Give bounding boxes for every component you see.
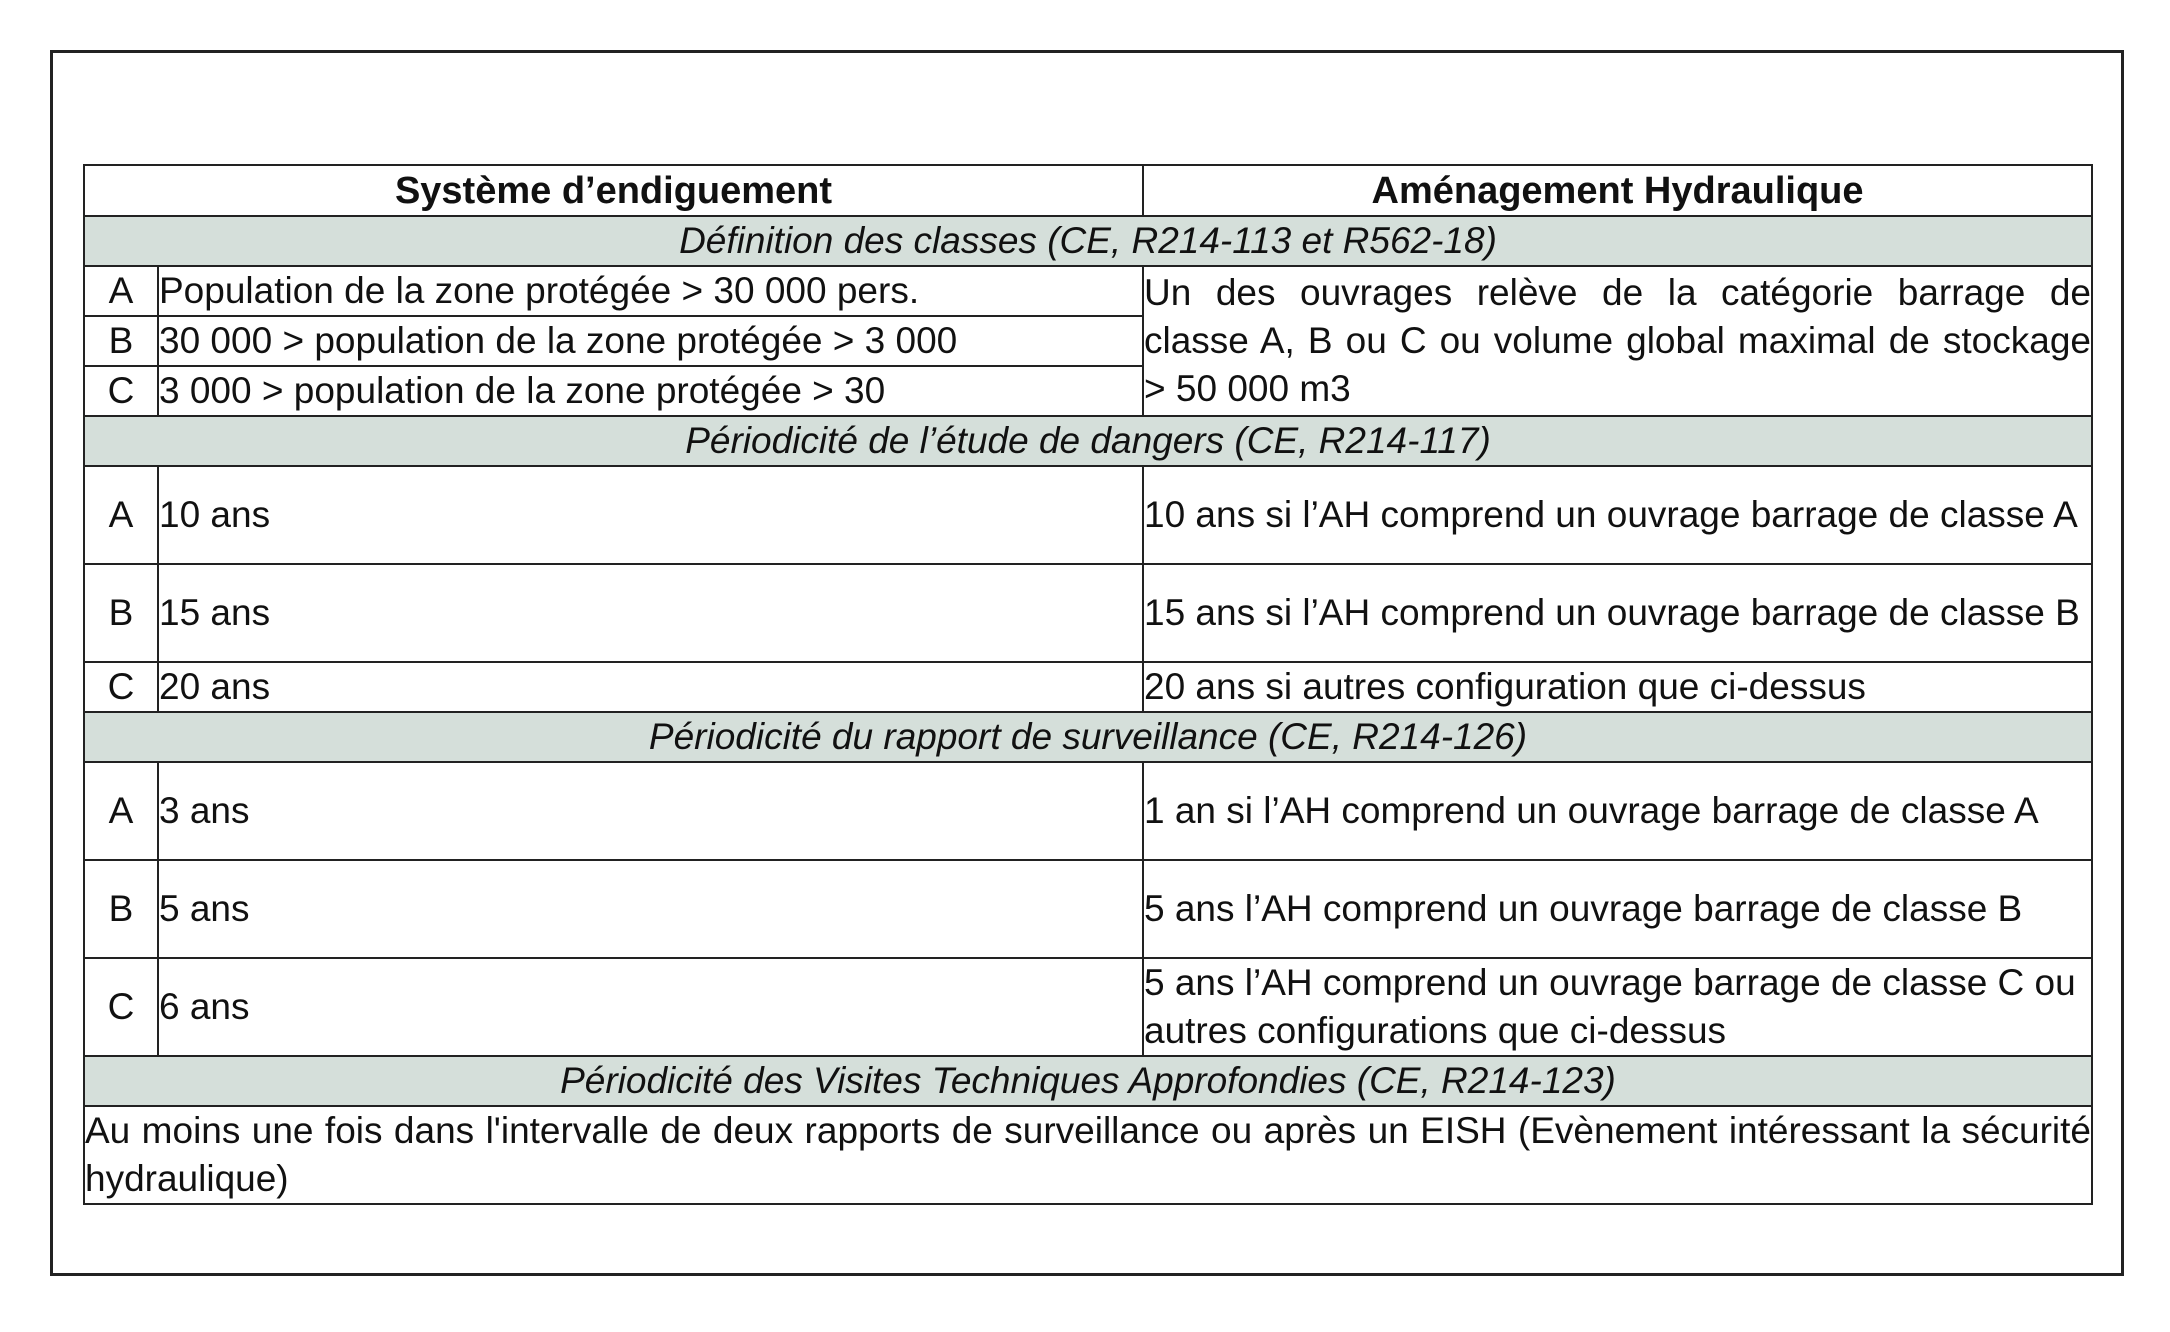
class-definition: 3 000 > population de la zone protégée > 30 (158, 366, 1143, 416)
class-letter: A (84, 266, 158, 316)
section-row (84, 416, 2092, 466)
section-row (84, 712, 2092, 762)
ah-periodicity: 1 an si l’AH comprend un ouvrage barrage de classe A (1143, 762, 2092, 860)
header-systeme-endiguement: Système d’endiguement (84, 165, 1143, 216)
system-periodicity: 6 ans (158, 958, 1143, 1056)
class-definition: 30 000 > population de la zone protégée > 3 000 (158, 316, 1143, 366)
header-amenagement-hydraulique: Aménagement Hydraulique (1143, 165, 2092, 216)
section-row (84, 1056, 2092, 1106)
ah-class-definition: Un des ouvrages relève de la catégorie barrage de classe A, B ou C ou volume global maximal de stockage > 50 000 m3 (1143, 266, 2092, 416)
section-row (84, 216, 2092, 266)
table-row (84, 266, 2092, 316)
class-letter: A (84, 762, 158, 860)
class-definition: Population de la zone protégée > 30 000 pers. (158, 266, 1143, 316)
system-periodicity: 15 ans (158, 564, 1143, 662)
table-row (84, 860, 2092, 958)
section-title-visites-techniques: Périodicité des Visites Techniques Approfondies (CE, R214-123) (84, 1056, 2092, 1106)
table-row (84, 762, 2092, 860)
section-title-etude-dangers: Périodicité de l’étude de dangers (CE, R214-117) (84, 416, 2092, 466)
header-row (84, 165, 2092, 216)
visites-description: Au moins une fois dans l'intervalle de deux rapports de surveillance ou après un EISH (Evènement intéressant la sécurité hydraulique) (84, 1106, 2092, 1204)
system-periodicity: 3 ans (158, 762, 1143, 860)
class-letter: C (84, 958, 158, 1056)
class-letter: C (84, 662, 158, 712)
class-letter: B (84, 860, 158, 958)
table-row (84, 662, 2092, 712)
class-letter: C (84, 366, 158, 416)
section-title-classes: Définition des classes (CE, R214-113 et R562-18) (84, 216, 2092, 266)
system-periodicity: 5 ans (158, 860, 1143, 958)
class-letter: A (84, 466, 158, 564)
ah-periodicity: 20 ans si autres configuration que ci-dessus (1143, 662, 2092, 712)
class-letter: B (84, 564, 158, 662)
ah-periodicity: 15 ans si l’AH comprend un ouvrage barrage de classe B (1143, 564, 2092, 662)
system-periodicity: 10 ans (158, 466, 1143, 564)
ah-periodicity: 10 ans si l’AH comprend un ouvrage barrage de classe A (1143, 466, 2092, 564)
system-periodicity: 20 ans (158, 662, 1143, 712)
ah-periodicity: 5 ans l’AH comprend un ouvrage barrage de classe B (1143, 860, 2092, 958)
section-title-rapport-surveillance: Périodicité du rapport de surveillance (CE, R214-126) (84, 712, 2092, 762)
class-letter: B (84, 316, 158, 366)
table-row (84, 958, 2092, 1056)
table-row (84, 1106, 2092, 1204)
classification-table (83, 164, 2093, 1205)
table-row (84, 564, 2092, 662)
table-row (84, 466, 2092, 564)
ah-periodicity: 5 ans l’AH comprend un ouvrage barrage de classe C ou autres configurations que ci-dessus (1143, 958, 2092, 1056)
